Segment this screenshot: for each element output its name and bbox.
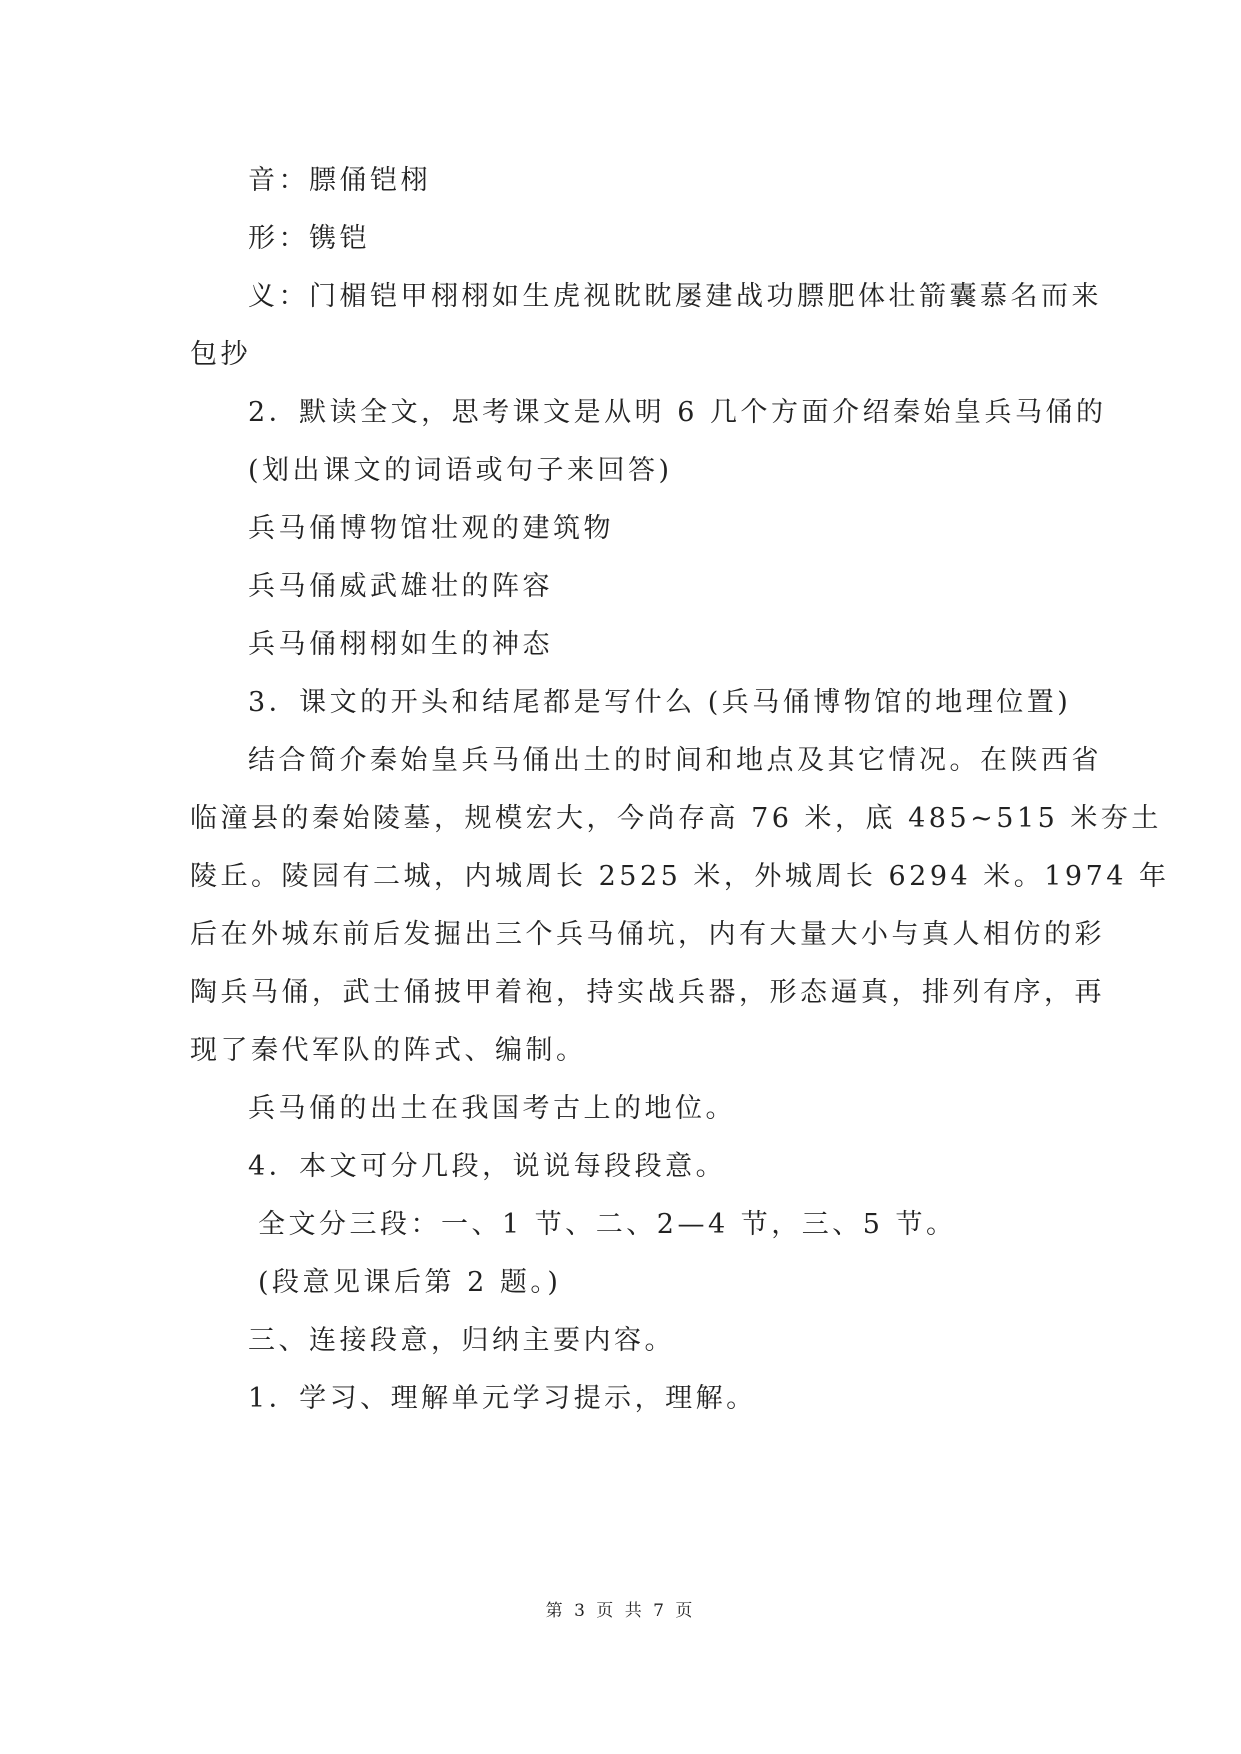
text-line-paragraph-4: 后在外城东前后发掘出三个兵马俑坑，内有大量大小与真人相仿的彩 (190, 919, 1105, 950)
text-line-aspect-1: 兵马俑博物馆壮观的建筑物 (248, 513, 614, 544)
text-line-paragraph-1: 结合简介秦始皇兵马俑出土的时间和地点及其它情况。在陕西省 (248, 745, 1102, 776)
text-line-paragraph-5: 陶兵马俑，武士俑披甲着袍，持实战兵器，形态逼真，排列有序，再 (190, 977, 1105, 1008)
text-line-paragraph-6: 现了秦代军队的阵式、编制。 (190, 1035, 587, 1066)
text-line-sections-note: (段意见课后第 2 题。) (258, 1267, 562, 1298)
text-line-pronunciation: 音：膘俑铠栩 (248, 165, 431, 196)
text-line-paragraph-2: 临潼县的秦始陵墓，规模宏大，今尚存高 76 米，底 485~515 米夯土 (190, 803, 1162, 834)
text-line-form: 形：镌铠 (248, 223, 370, 254)
text-line-step-3: 三、连接段意，归纳主要内容。 (248, 1325, 675, 1356)
text-line-aspect-2: 兵马俑威武雄壮的阵容 (248, 571, 553, 602)
text-line-significance: 兵马俑的出土在我国考古上的地位。 (248, 1093, 736, 1124)
text-line-question-2: 2．默读全文，思考课文是从明 6 几个方面介绍秦始皇兵马俑的 (248, 397, 1107, 428)
page-number-footer: 第 3 页 共 7 页 (545, 1601, 696, 1621)
text-line-meaning-cont: 包抄 (190, 339, 251, 370)
text-line-paragraph-3: 陵丘。陵园有二城，内城周长 2525 米，外城周长 6294 米。1974 年 (190, 861, 1170, 892)
text-line-step-3-1: 1．学习、理解单元学习提示，理解。 (248, 1383, 757, 1414)
text-line-meaning: 义：门楣铠甲栩栩如生虎视眈眈屡建战功膘肥体壮箭囊慕名而来 (248, 281, 1102, 312)
text-line-question-3: 3．课文的开头和结尾都是写什么 (兵马俑博物馆的地理位置) (248, 687, 1072, 718)
text-line-question-2-note: (划出课文的词语或句子来回答) (248, 455, 673, 486)
text-line-aspect-3: 兵马俑栩栩如生的神态 (248, 629, 553, 660)
text-line-question-4: 4．本文可分几段，说说每段段意。 (248, 1151, 727, 1182)
text-line-sections: 全文分三段：一、1 节、二、2—4 节，三、5 节。 (258, 1209, 957, 1240)
